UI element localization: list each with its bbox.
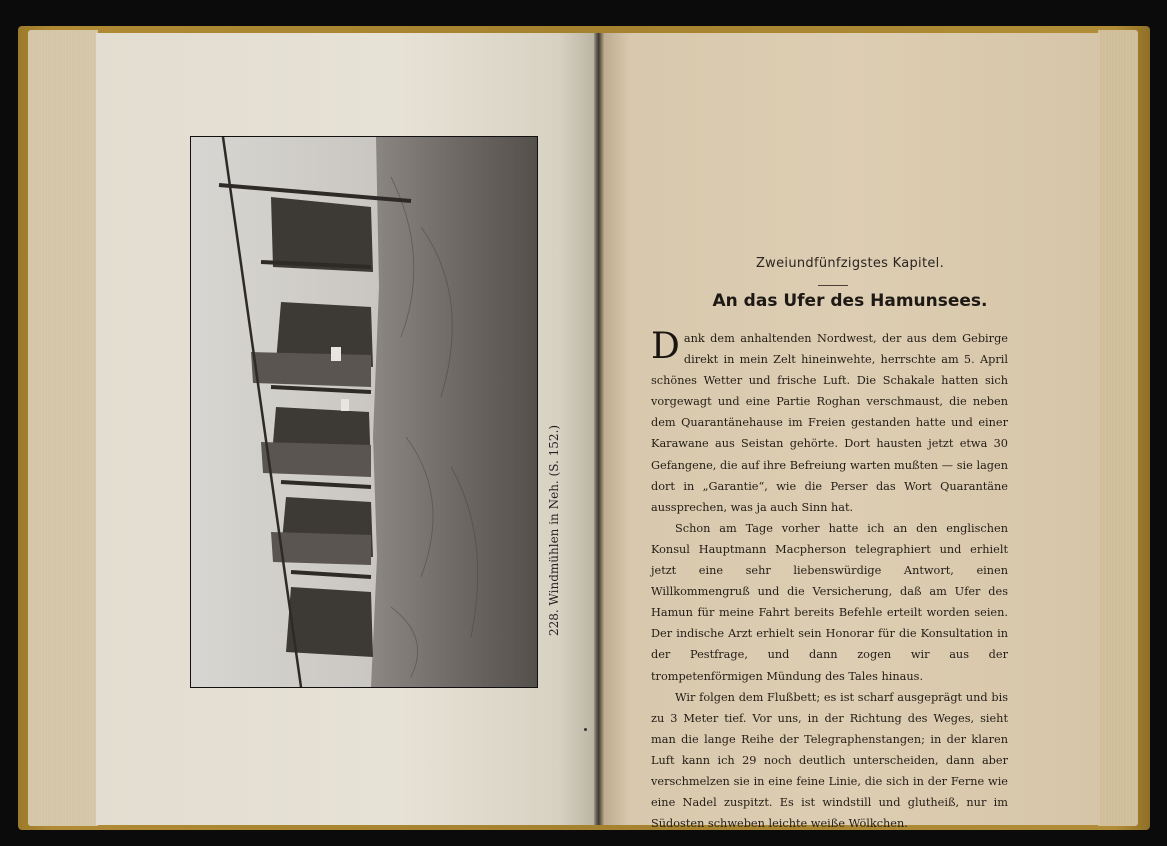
paragraph-1 bbox=[651, 328, 1008, 518]
paragraph-3: Wir folgen dem Flußbett; es ist scharf ausgeprägt und bis zu 3 Meter tief. Vor uns, in der Richtung des Weges, sieht man die lange Reihe der Telegraphenstangen; in der klaren Luft kann ich 29 noch deutlich unterscheiden, dann aber verschmelzen sie in eine feine Linie, die sich in der Ferne wie eine Nadel zuspitzt. Es ist windstill und glutheiß, nur im Südosten schweben leichte weiße Wölkchen. bbox=[651, 690, 1008, 831]
page-mark bbox=[584, 728, 587, 731]
windmill-photo bbox=[190, 136, 538, 688]
page-edges-left bbox=[28, 30, 98, 826]
paragraph-2: Schon am Tage vorher hatte ich an den englischen Konsul Hauptmann Macpherson telegraphiert und erhielt jetzt eine sehr liebenswürdige Antwort, einen Willkommengruß und die Versicherung, daß am Ufer des Hamun für meine Fahrt bereits Befehle erteilt worden seien. Der indische Arzt erhielt sein Honorar für die Konsultation in der Pestfrage, und dann zogen wir aus der trompetenförmigen Mündung des Tales hinaus. bbox=[651, 521, 1008, 683]
drop-cap: D bbox=[651, 326, 680, 367]
chapter-title: An das Ufer des Hamunsees. bbox=[712, 291, 988, 311]
chapter-number: Zweiundfünfzigstes Kapitel. bbox=[755, 256, 945, 271]
paragraph-1-text: ank dem anhaltenden Nordwest, der aus dem Gebirge direkt in mein Zelt hineinwehte, herrschte am 5. April schönes Wetter und frische Luft. Die Schakale hatten sich vorgewagt und eine Partie Roghan verschmaust, die neben dem Quarantänehause im Freien gestanden hatte und einer Karawane aus Seistan gehörte. Dort hausten jetzt etwa 30 Gefangene, die auf ihre Befreiung warten mußten — sie lagen dort in „Garantie“, wie die Perser das Wort Quarantäne aussprechen, was ja auch Sinn hat. bbox=[651, 332, 1008, 514]
chapter-rule bbox=[818, 285, 848, 286]
photo-caption: 228. Windmühlen in Neh. (S. 152.) bbox=[547, 424, 561, 636]
book-gutter bbox=[594, 33, 604, 825]
chapter-body bbox=[651, 328, 1008, 834]
page-edges-right bbox=[1098, 30, 1138, 826]
